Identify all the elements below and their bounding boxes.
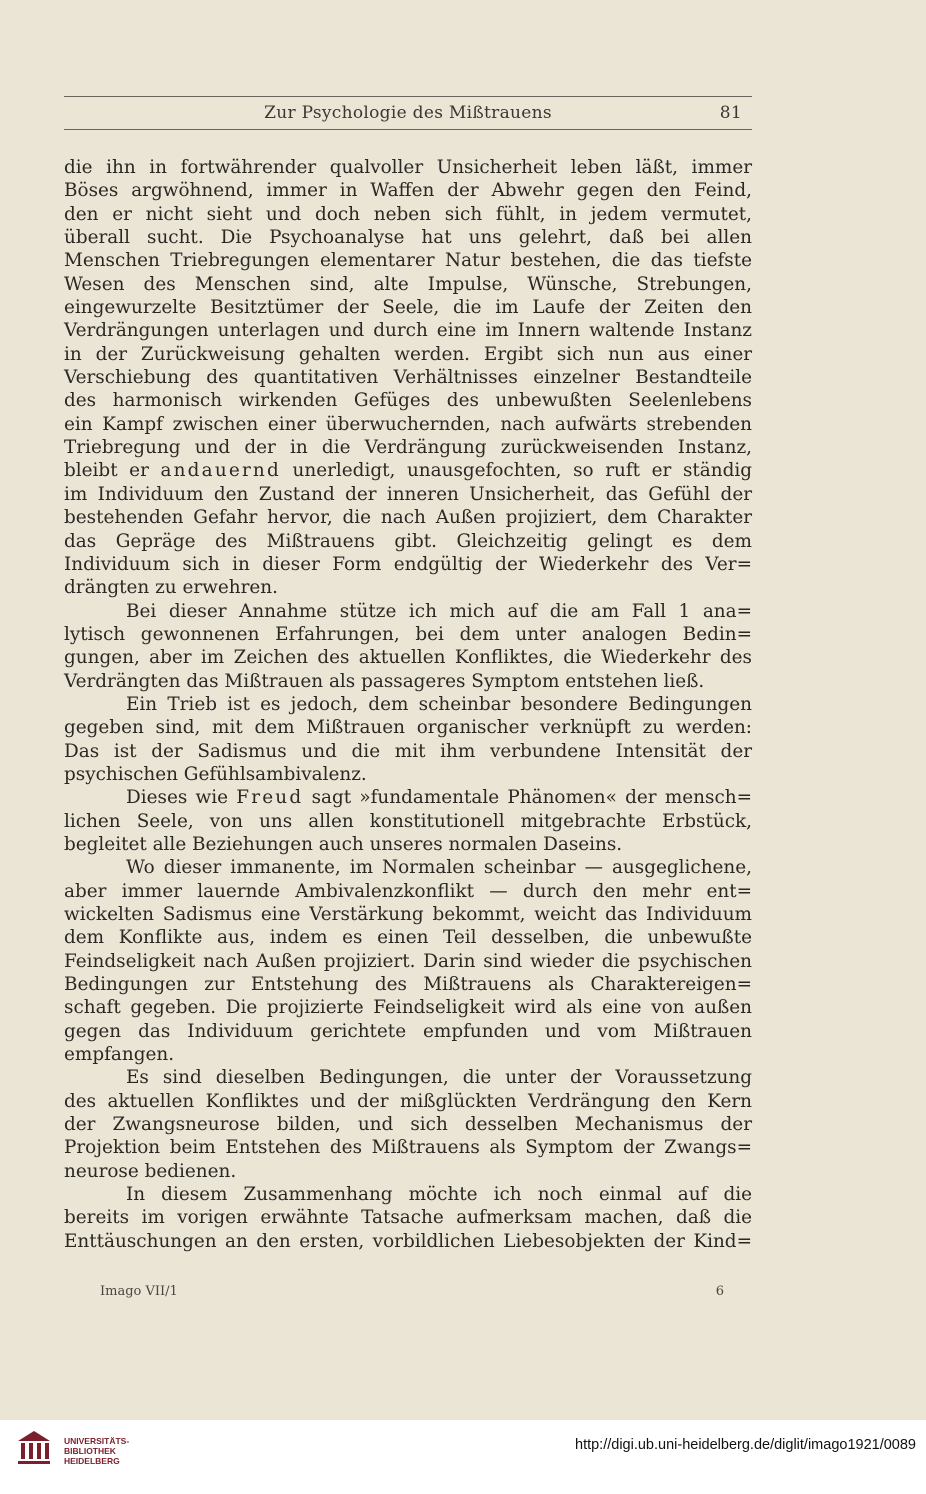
text-line: in der Zurückweisung gehalten werden. Ergibt sich nun aus einer <box>64 343 752 365</box>
text-line: Triebregung und der in die Verdrängung zurückweisenden Instanz, <box>64 437 752 459</box>
text-line: des harmonisch wirkenden Gefüges des unbewußten Seelenlebens <box>64 390 752 412</box>
library-name-line1: UNIVERSITÄTS- <box>64 1436 130 1446</box>
library-name <box>64 1436 174 1466</box>
emphasized-word: Freud <box>236 787 304 809</box>
text-line: Enttäuschungen an den ersten, vorbildlichen Liebesobjekten der Kind= <box>64 1230 752 1252</box>
text-line: des aktuellen Konfliktes und der mißglückten Verdrängung den Kern <box>64 1090 752 1112</box>
running-title: Zur Psychologie des Mißtrauens <box>264 103 552 123</box>
text-line: dem Konflikte aus, indem es einen Teil desselben, die unbewußte <box>64 927 752 949</box>
text-line: In diesem Zusammenhang möchte ich noch einmal auf die <box>126 1184 752 1206</box>
text-line: die ihn in fortwährender qualvoller Unsicherheit leben läßt, immer <box>64 157 752 178</box>
text-line: bereits im vorigen erwähnte Tatsache aufmerksam machen, daß die <box>64 1207 752 1229</box>
text-line: Wo dieser immanente, im Normalen scheinbar — ausgeglichene, <box>126 857 752 879</box>
library-name-line3: HEIDELBERG <box>64 1456 120 1466</box>
text-line: bleibt er andauernd unerledigt, unausgefochten, so ruft er ständig <box>64 460 753 482</box>
printer-signature: Imago VII/1 <box>100 1284 178 1299</box>
text-line: Bedingungen zur Entstehung des Mißtrauens als Charaktereigen= <box>64 974 752 996</box>
text-line: bestehenden Gefahr hervor, die nach Außen projiziert, dem Charakter <box>64 507 752 529</box>
header-rule-bottom <box>64 129 752 130</box>
text-line: Verdrängten das Mißtrauen als passageres Symptom entstehen ließ. <box>64 670 705 692</box>
text-line: der Zwangsneurose bilden, und sich desselben Mechanismus der <box>64 1114 752 1136</box>
text-line: begleitet alle Beziehungen auch unseres normalen Daseins. <box>64 833 623 855</box>
text-line: gungen, aber im Zeichen des aktuellen Konfliktes, die Wiederkehr des <box>64 647 752 669</box>
text-line: lichen Seele, von uns allen konstitutionell mitgebrachte Erbstück, <box>64 810 752 832</box>
page-footer <box>100 1284 724 1304</box>
text-line: schaft gegeben. Die projizierte Feindseligkeit wird als eine von außen <box>64 997 752 1019</box>
text-line: gegen das Individuum gerichtete empfunden und vom Mißtrauen <box>64 1020 752 1042</box>
text-line: Dieses wie Freud sagt »fundamentale Phänomen« der mensch= <box>126 787 752 809</box>
text-line: das Gepräge des Mißtrauens gibt. Gleichzeitig gelingt es dem <box>64 530 752 552</box>
text-line: empfangen. <box>64 1044 175 1066</box>
text-line: ein Kampf zwischen einer überwuchernden, nach aufwärts strebenden <box>64 413 752 435</box>
text-line: aber immer lauernde Ambivalenzkonflikt — durch den mehr ent= <box>64 880 752 902</box>
text-line: psychischen Gefühlsambivalenz. <box>64 763 367 785</box>
text-line: Verschiebung des quantitativen Verhältnisses einzelner Bestandteile <box>64 367 752 389</box>
text-line: Individuum sich in dieser Form endgültig der Wiederkehr des Ver= <box>64 553 752 575</box>
text-line: Wesen des Menschen sind, alte Impulse, Wünsche, Strebungen, <box>64 273 752 295</box>
page-number: 81 <box>719 103 742 123</box>
text-line: lytisch gewonnenen Erfahrungen, bei dem unter analogen Bedin= <box>64 623 752 645</box>
text-line: neurose bedienen. <box>64 1160 237 1182</box>
permalink-url[interactable]: http://digi.ub.uni-heidelberg.de/diglit/imago1921/0089 <box>575 1437 916 1453</box>
text-line: überall sucht. Die Psychoanalyse hat uns gelehrt, daß bei allen <box>64 227 752 249</box>
library-name-line2: BIBLIOTHEK <box>64 1446 116 1456</box>
library-logo-icon <box>14 1427 54 1467</box>
text-line: Menschen Triebregungen elementarer Natur bestehen, die das tiefste <box>64 250 752 272</box>
running-head <box>64 103 752 127</box>
text-line: eingewurzelte Besitztümer der Seele, die im Laufe der Zeiten den <box>64 297 752 319</box>
text-line: wickelten Sadismus eine Verstärkung bekommt, weicht das Individuum <box>64 904 752 925</box>
text-line: den er nicht sieht und doch neben sich fühlt, in jedem vermutet, <box>64 203 752 225</box>
text-line: Verdrängungen unterlagen und durch eine im Innern waltende Instanz <box>64 320 752 342</box>
text-line: Ein Trieb ist es jedoch, dem scheinbar besondere Bedingungen <box>126 693 752 715</box>
text-line: gegeben sind, mit dem Mißtrauen organischer verknüpft zu werden: <box>64 717 752 739</box>
header-rule-top <box>64 96 752 97</box>
text-line: Böses argwöhnend, immer in Waffen der Abwehr gegen den Feind, <box>64 180 752 202</box>
sheet-number: 6 <box>715 1284 724 1299</box>
text-line: im Individuum den Zustand der inneren Unsicherheit, das Gefühl der <box>64 483 752 505</box>
text-line: Das ist der Sadismus und die mit ihm verbundene Intensität der <box>64 740 752 762</box>
text-line: drängten zu erwehren. <box>64 577 278 599</box>
text-line: Bei dieser Annahme stütze ich mich auf die am Fall 1 ana= <box>126 600 752 622</box>
text-line: Feindseligkeit nach Außen projiziert. Darin sind wieder die psychischen <box>64 950 752 972</box>
body-text <box>64 156 752 1253</box>
text-line: Projektion beim Entstehen des Mißtrauens als Symptom der Zwangs= <box>64 1137 752 1159</box>
text-line: Es sind dieselben Bedingungen, die unter der Voraussetzung <box>126 1067 752 1089</box>
emphasized-word: andauernd <box>160 460 281 482</box>
